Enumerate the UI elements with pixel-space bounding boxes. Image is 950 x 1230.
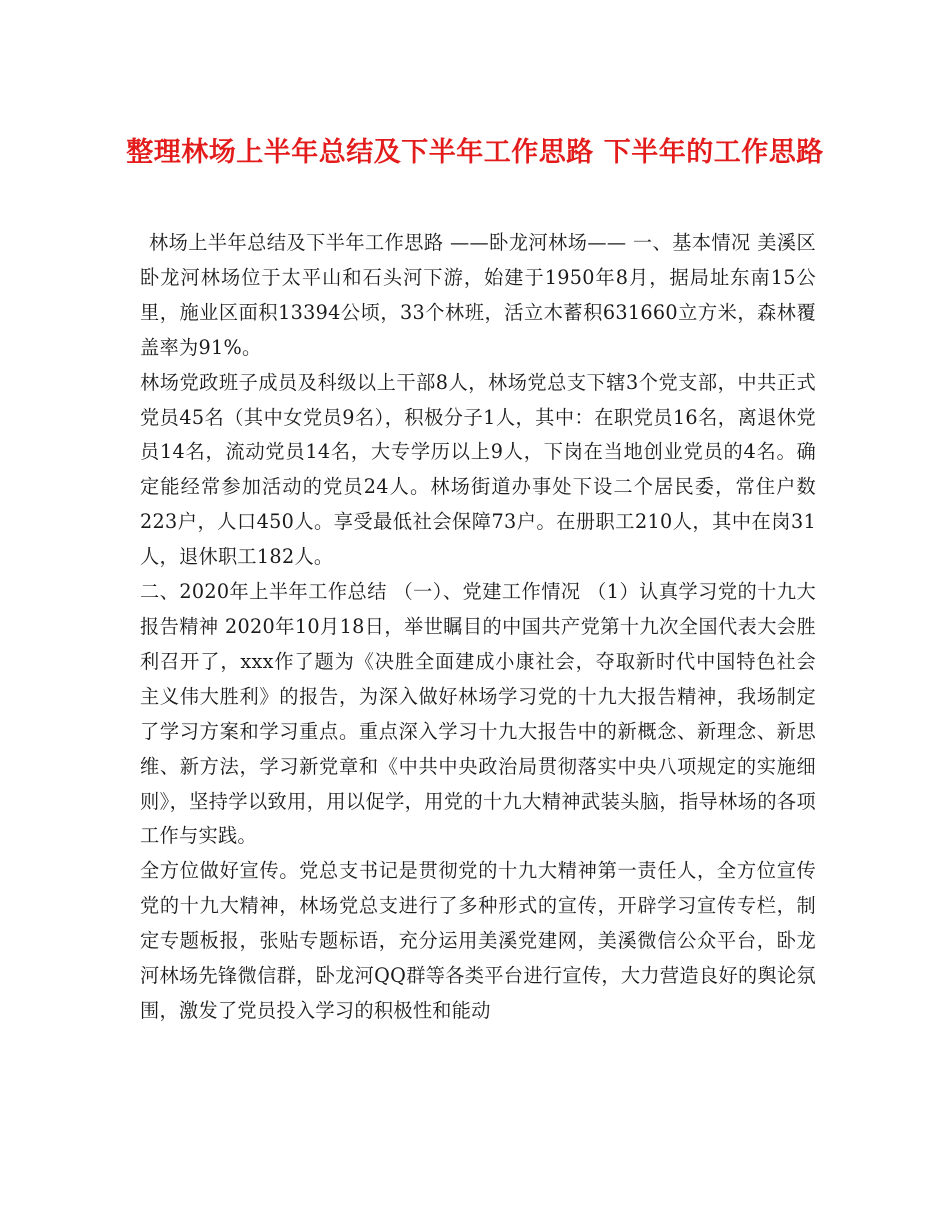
document-body	[140, 226, 816, 1029]
paragraph-publicity: 全方位做好宣传。党总支书记是贯彻党的十九大精神第一责任人，全方位宣传党的十九大精神，林场党总支进行了多种形式的宣传，开辟学习宣传专栏，制定专题板报，张贴专题标语，充分运用美溪党建网，美溪微信公众平台，卧龙河林场先锋微信群，卧龙河QQ群等各类平台进行宣传，大力营造良好的舆论氛围，激发了党员投入学习的积极性和能动	[140, 859, 816, 1022]
paragraph-work-summary: 二、2020年上半年工作总结 （一）、党建工作情况 （1）认真学习党的十九大报告精神 2020年10月18日，举世瞩目的中国共产党第十九次全国代表大会胜利召开了，xxx作了题为《决胜全面建成小康社会，夺取新时代中国特色社会主义伟大胜利》的报告，为深入做好林场学习党的十九大报告精神，我场制定了学习方案和学习重点。重点深入学习十九大报告中的新概念、新理念、新思维、新方法，学习新党章和《中共中央政治局贯彻落实中央八项规定的实施细则》，坚持学以致用，用以促学，用党的十九大精神武装头脑，指导林场的各项工作与实践。	[140, 580, 816, 848]
paragraph-basic-info: 林场上半年总结及下半年工作思路 ——卧龙河林场—— 一、基本情况 美溪区卧龙河林场位于太平山和石头河下游，始建于1950年8月，据局址东南15公里，施业区面积13394公顷，33个林班，活立木蓄积631660立方米，森林覆盖率为91%。	[140, 231, 816, 359]
paragraph-party-members: 林场党政班子成员及科级以上干部8人，林场党总支下辖3个党支部，中共正式党员45名（其中女党员9名），积极分子1人，其中：在职党员16名，离退休党员14名，流动党员14名，大专学历以上9人，下岗在当地创业党员的4名。确定能经常参加活动的党员24人。林场街道办事处下设二个居民委，常住户数223户，人口450人。享受最低社会保障73户。在册职工210人，其中在岗31人，退休职工182人。	[140, 370, 816, 569]
document-title: 整理林场上半年总结及下半年工作思路 下半年的工作思路	[126, 137, 824, 168]
